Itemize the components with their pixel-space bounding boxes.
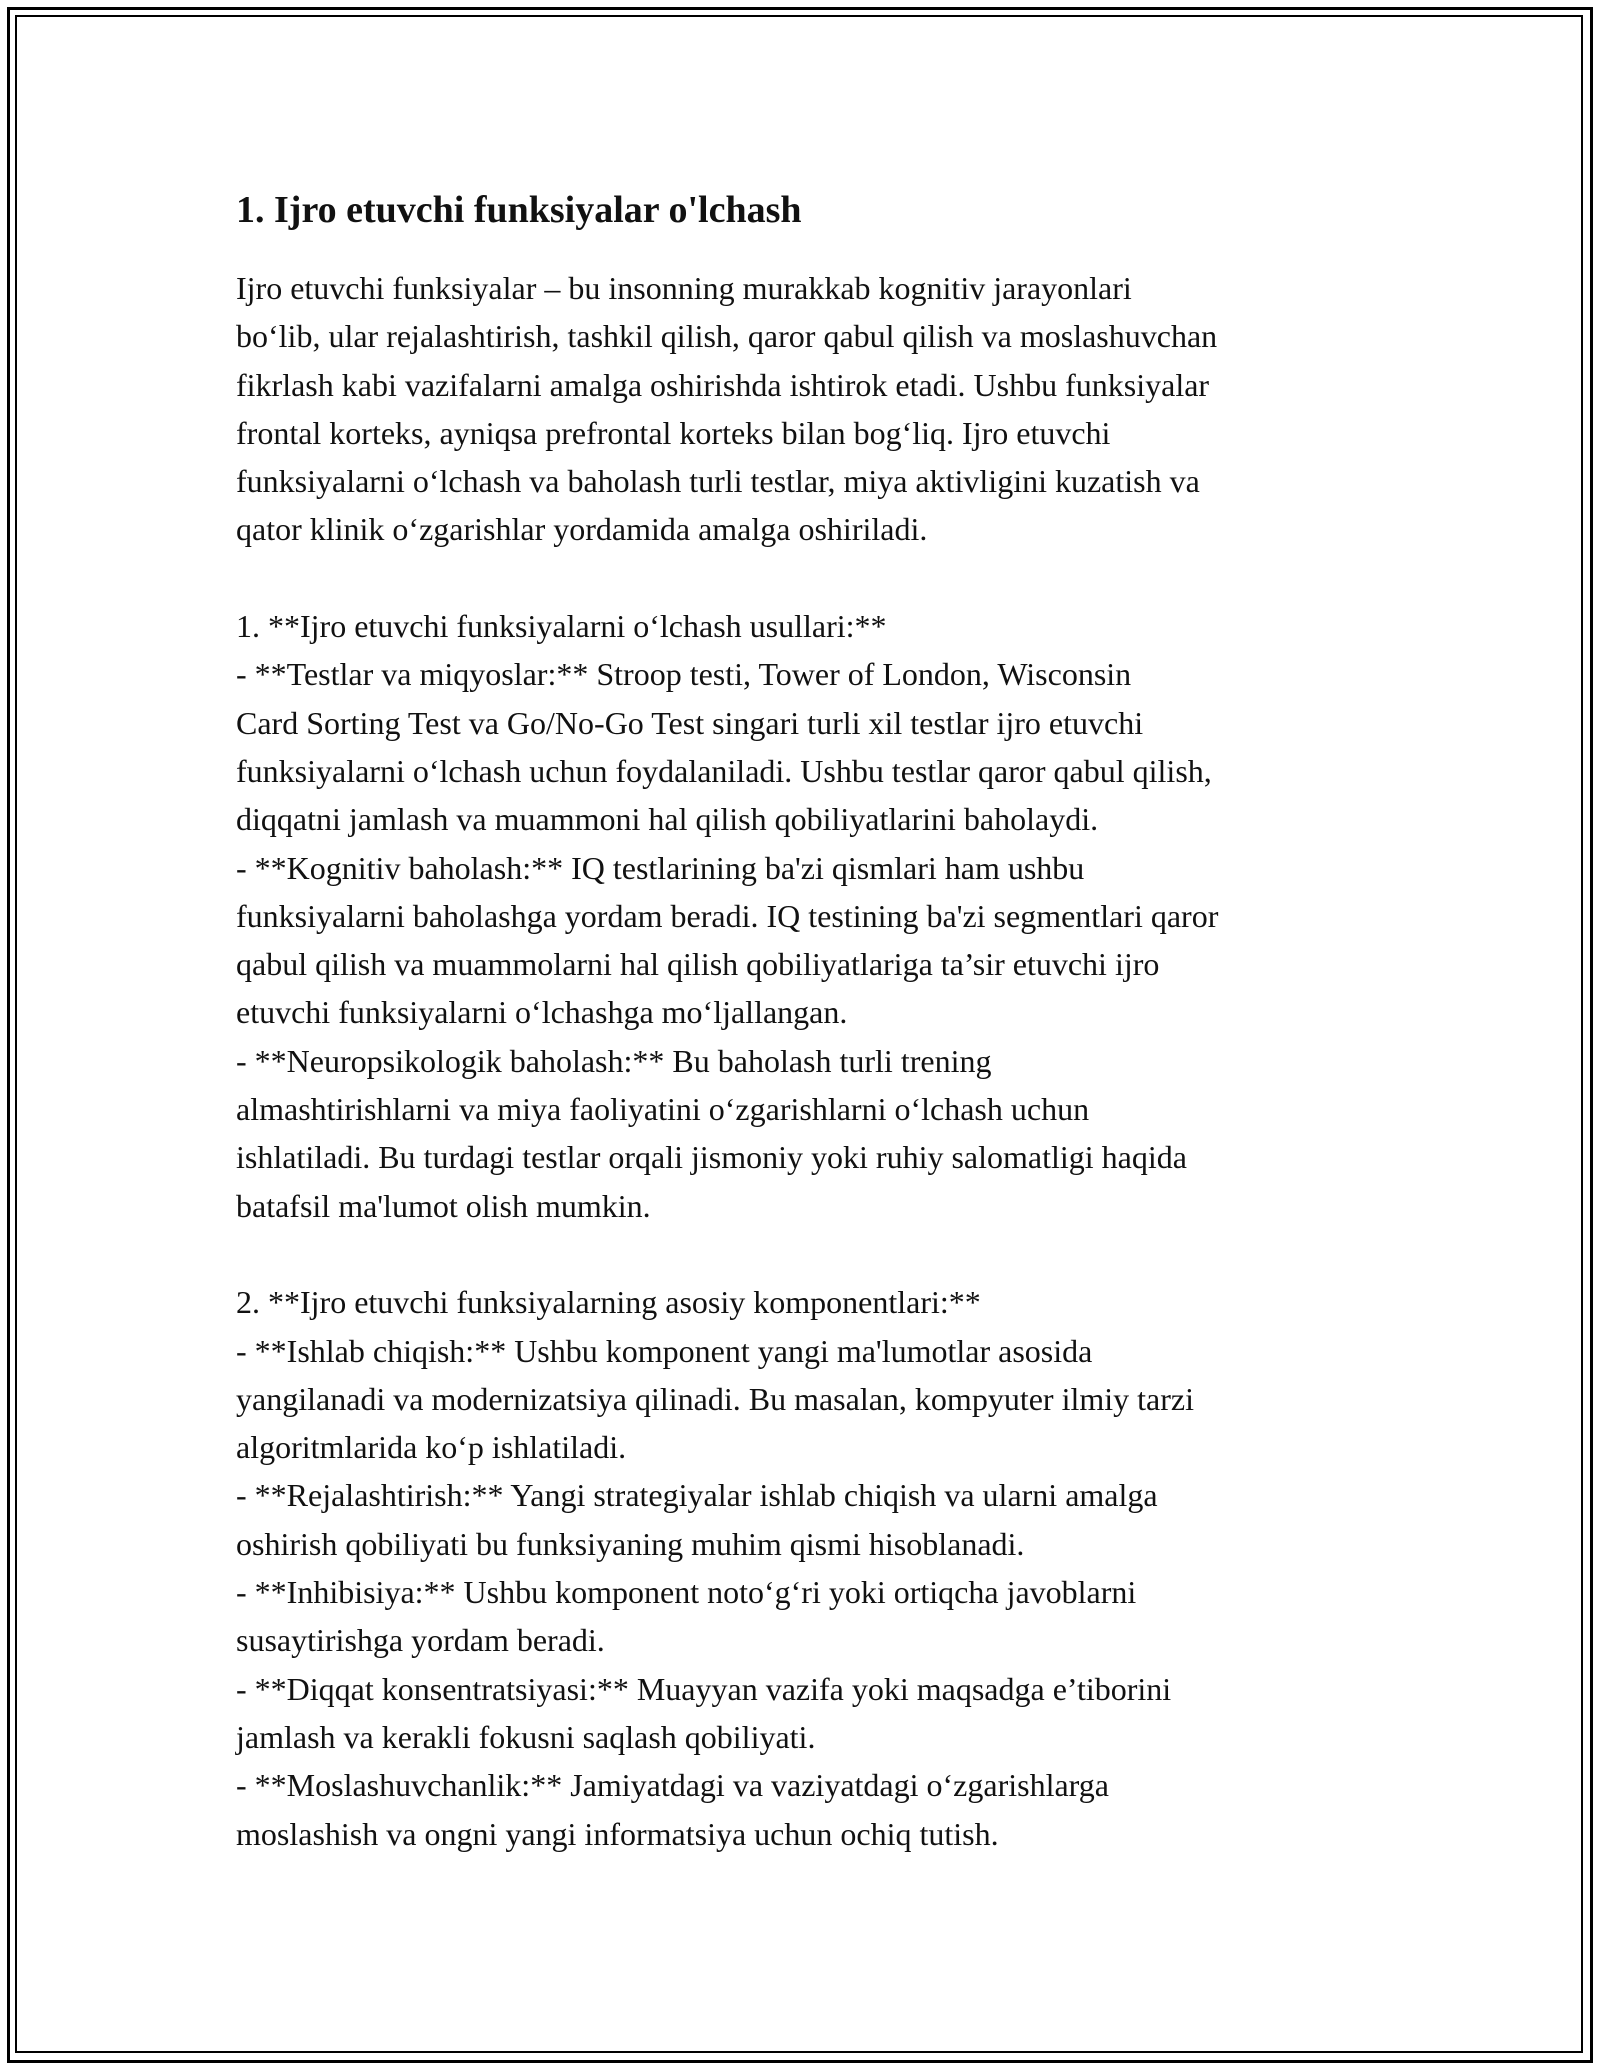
document-title: 1. Ijro etuvchi funksiyalar o'lchash bbox=[236, 189, 802, 231]
document-content bbox=[236, 186, 1366, 1858]
document-body: Ijro etuvchi funksiyalar – bu insonning murakkab kognitiv jarayonlari boʻlib, ular rejalashtirish, tashkil qilish, qaror qabul qilish va moslashuvchan fikrlash kabi vazifalarni amalga oshirishda ishtirok etadi. Ushbu funksiyalar frontal korteks, ayniqsa prefrontal korteks bilan bogʻliq. Ijro etuvchi funksiyalarni oʻlchash va baholash turli testlar, miya aktivligini kuzatish va qator klinik oʻzgarishlar yordamida amalga oshiriladi. 1. **Ijro etuvchi funksiyalarni oʻlchash usullari:** - **Testlar va miqyoslar:** Stroop testi, Tower of London, Wisconsin Card Sorting Test va Go/No-Go Test singari turli xil testlar ijro etuvchi funksiyalarni oʻlchash uchun foydalaniladi. Ushbu testlar qaror qabul qilish, diqqatni jamlash va muammoni hal qilish qobiliyatlarini baholaydi. - **Kognitiv baholash:** IQ testlarining ba'zi qismlari ham ushbu funksiyalarni baholashga yordam beradi. IQ testining ba'zi segmentlari qaror qabul qilish va muammolarni hal qilish qobiliyatlariga ta’sir etuvchi ijro etuvchi funksiyalarni oʻlchashga moʻljallangan. - **Neuropsikologik baholash:** Bu baholash turli trening almashtirishlarni va miya faoliyatini oʻzgarishlarni oʻlchash uchun ishlatiladi. Bu turdagi testlar orqali jismoniy yoki ruhiy salomatligi haqida batafsil ma'lumot olish mumkin. 2. **Ijro etuvchi funksiyalarning asosiy komponentlari:** - **Ishlab chiqish:** Ushbu komponent yangi ma'lumotlar asosida yangilanadi va modernizatsiya qilinadi. Bu masalan, kompyuter ilmiy tarzi algoritmlarida koʻp ishlatiladi. - **Rejalashtirish:** Yangi strategiyalar ishlab chiqish va ularni amalga oshirish qobiliyati bu funksiyaning muhim qismi hisoblanadi. - **Inhibisiya:** Ushbu komponent notoʻgʻri yoki ortiqcha javoblarni susaytirishga yordam beradi. - **Diqqat konsentratsiyasi:** Muayyan vazifa yoki maqsadga e’tiborini jamlash va kerakli fokusni saqlash qobiliyati. - **Moslashuvchanlik:** Jamiyatdagi va vaziyatdagi oʻzgarishlarga moslashish va ongni yangi informatsiya uchun ochiq tutish. bbox=[236, 270, 1219, 1852]
